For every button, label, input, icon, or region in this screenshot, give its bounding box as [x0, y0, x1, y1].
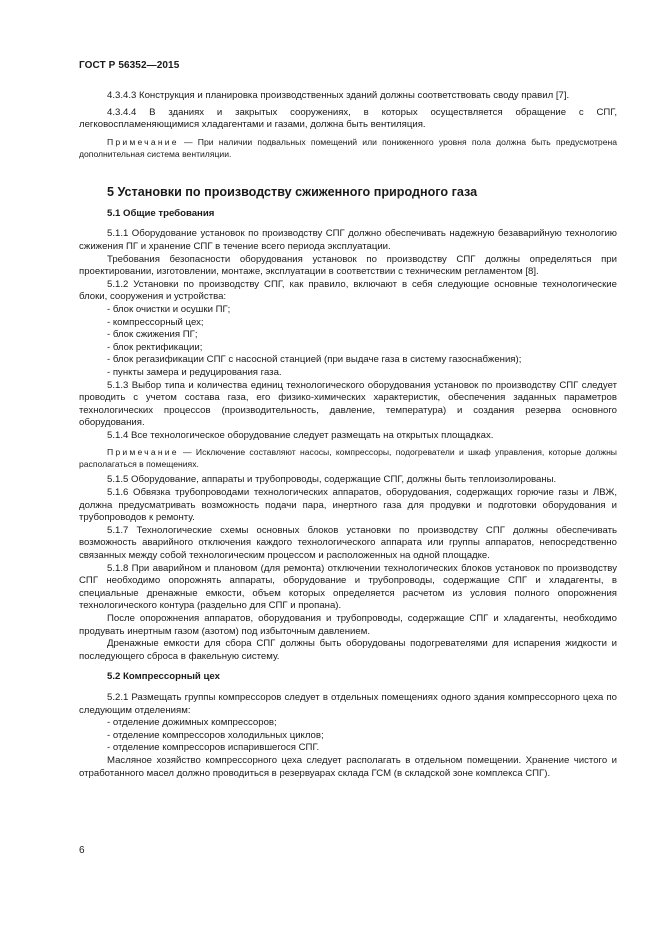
list-item: - компрессорный цех; [107, 316, 204, 328]
paragraph-5-1-6: 5.1.6 Обвязка трубопроводами технологических аппаратов, оборудования, содержащих горючие газы и ЛВЖ, должна предусматривать возможность подачи пара, инертного газа для продувки и подготовки оборудования и трубопроводов к ремонту. [79, 487, 617, 524]
document-header: ГОСТ Р 56352—2015 [79, 60, 180, 71]
paragraph-5-1-4: 5.1.4 Все технологическое оборудование следует размещать на открытых площадках. [107, 429, 494, 441]
list-item: - отделение дожимных компрессоров; [107, 717, 277, 729]
paragraph-5-2-1: 5.2.1 Размещать группы компрессоров следует в отдельных помещениях одного здания компрессорного цеха по следующим отделениям: [79, 691, 617, 716]
list-item: - пункты замера и редуцирования газа. [107, 366, 282, 378]
paragraph-5-1-8-drainage: Дренажные емкости для сбора СПГ должны быть оборудованы подогревателями для испарения жидкости и последующего сброса в факельную систему. [79, 638, 617, 662]
note-text: — При наличии подвальных помещений или пониженного уровня пола должна быть предусмотрена дополнительная система вентиляции. [79, 136, 617, 159]
page-number: 6 [79, 845, 85, 856]
list-item: - блок ректификации; [107, 341, 203, 353]
list-item: - блок сжижения ПГ; [107, 329, 198, 341]
paragraph-5-1-8: 5.1.8 При аварийном и плановом (для ремонта) отключении технологических блоков установок по производству СПГ необходимо опорожнять аппараты, оборудование и трубопроводы, содержащие СПГ и хладагенты, в специальные дренажные емкости, объем которых определяется расчетом из условия полного опорожнения технологического контура (раздельно для СПГ и пропана). [79, 562, 617, 612]
subsection-5-1-title: 5.1 Общие требования [107, 207, 215, 219]
note-text: — Исключение составляют насосы, компрессоры, подогреватели и шкаф управления, которые должны располагаться в помещениях. [79, 447, 617, 470]
section-5-title: 5 Установки по производству сжиженного природного газа [107, 184, 478, 199]
list-item: - отделение компрессоров испарившегося СПГ. [107, 742, 320, 754]
subsection-5-2-title: 5.2 Компрессорный цех [107, 671, 220, 683]
paragraph-5-1-1: 5.1.1 Оборудование установок по производству СПГ должно обеспечивать надежную безаварийную технологию сжижения ПГ и хранение СПГ в течение всего периода эксплуатации. [79, 228, 617, 252]
paragraph-5-1-5: 5.1.5 Оборудование, аппараты и трубопроводы, содержащие СПГ, должны быть теплоизолированы. [107, 474, 557, 486]
paragraph-4-3-4-4: 4.3.4.4 В зданиях и закрытых сооружениях, в которых осуществляется обращение с СПГ, легковоспламеняющимися хладагентами и газами, должна быть вентиляция. [79, 106, 617, 131]
list-item: - блок регазификации СПГ с насосной станцией (при выдаче газа в систему газоснабжения); [107, 354, 522, 366]
paragraph-4-3-4-3: 4.3.4.3 Конструкция и планировка производственных зданий должны соответствовать своду правил [7]. [107, 90, 570, 101]
paragraph-5-2-1-oil: Масляное хозяйство компрессорного цеха следует располагать в отдельном помещении. Хранение чистого и отработанного масел должно проводиться в резервуарах склада ГСМ (в складской зоне комплекса СПГ). [79, 754, 617, 779]
note-label: Примечание [107, 136, 179, 147]
paragraph-5-1-8-purging: После опорожнения аппаратов, оборудования и трубопроводы, содержащие СПГ и хладагенты, необходимо продувать инертным газом (азотом) под избыточным давлением. [79, 613, 617, 637]
document-body [79, 90, 617, 780]
paragraph-5-1-2: 5.1.2 Установки по производству СПГ, как правило, включают в себя следующие основные технологические блоки, сооружения и устройства: [79, 278, 617, 303]
note-ventilation [79, 136, 617, 160]
paragraph-5-1-1-requirements: Требования безопасности оборудования установок по производству СПГ должны определяться при проектировании, изготовлении, монтаже, эксплуатации в соответствии с техническим регламентом [8]. [79, 253, 617, 278]
note-label: Примечание [107, 447, 179, 458]
paragraph-5-1-7: 5.1.7 Технологические схемы основных блоков установки по производству СПГ должны обеспечивать возможность аварийного отключения каждого технологического аппарата или группы аппаратов, непосредственно связанных между собой технологическим процессом и расположенных на одной площадке. [79, 524, 617, 562]
note-exceptions [79, 446, 617, 470]
list-item: - блок очистки и осушки ПГ; [107, 303, 231, 315]
list-item: - отделение компрессоров холодильных циклов; [107, 729, 324, 741]
paragraph-5-1-3: 5.1.3 Выбор типа и количества единиц технологического оборудования установок по производству СПГ следует проводить с учетом состава газа, его физико-химических характеристик, обеспечения заданных параметров технологических процессов (производительность, давление, температура) и создания резерва основного оборудования. [79, 379, 617, 429]
